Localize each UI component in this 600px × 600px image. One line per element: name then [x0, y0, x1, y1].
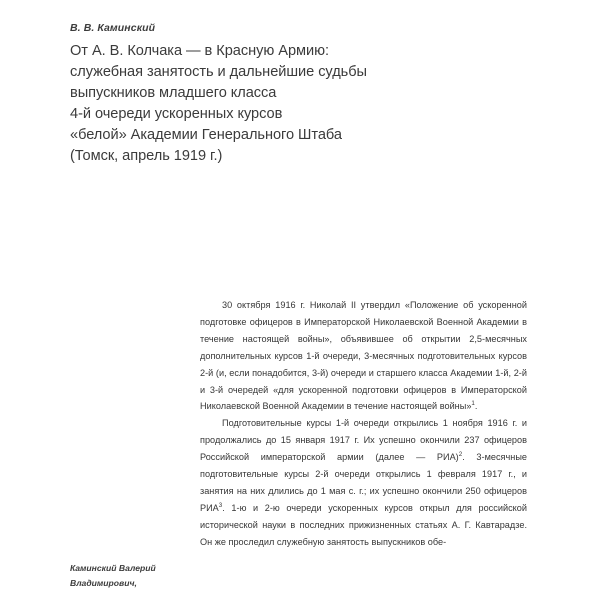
body-paragraph-2 [200, 415, 527, 550]
article-body-column [200, 297, 527, 551]
footnote-marker-2[interactable]: 2 [458, 451, 463, 459]
article-title-line-6: (Томск, апрель 1919 г.) [70, 148, 223, 164]
paragraph-2-segment-3: . 1-ю и 2-ю очереди ускоренных курсов открыл для российской исторической науки в последних прижизненных статьях А. Г. Кавтарадзе. Он же проследил служебную занятость выпускников обе- [200, 502, 527, 547]
footnote-marker-3[interactable]: 3 [218, 501, 223, 509]
author-bio-note [70, 561, 190, 590]
article-title-line-3: выпускников младшего класса [70, 85, 277, 101]
article-title-line-1: От А. В. Колчака — в Красную Армию: [70, 43, 329, 59]
paragraph-2-segment-2: . 3-месячные подготовительные курсы 2-й очереди открылись 1 февраля 1917 г., и занятия на них длились до 1 мая с. г.; их успешно окончили 250 офицеров РИА [200, 452, 528, 513]
paragraph-2-segment-1: Подготовительные курсы 1-й очереди открылись 1 ноября 1916 г. и продолжались до 15 января 1917 г. Их успешно окончили 237 офицеров Российской императорской армии (далее — РИА) [200, 418, 527, 463]
footnote-marker-1[interactable]: 1 [471, 400, 475, 408]
author-bio-line-1: Каминский Валерий [70, 563, 156, 573]
body-paragraph-1 [200, 297, 527, 415]
article-title-block [70, 41, 470, 167]
article-title-line-2: служебная занятость и дальнейшие судьбы [70, 64, 367, 80]
article-title-line-4: 4-й очереди ускоренных курсов [70, 106, 283, 122]
article-title-line-5: «белой» Академии Генерального Штаба [70, 127, 342, 143]
author-bio-line-2: Владимирович, [70, 577, 137, 588]
paragraph-1-tail: . [474, 401, 478, 412]
paragraph-1-text: 30 октября 1916 г. Николай II утвердил «Положение об ускоренной подготовке офицеров в Императорской Николаевской Военной Академии в течение настоящей войны», объявившее об открытии 2,5-месячных дополнительных курсов 1-й очереди, 3-месячных подготовительных курсов 2-й (и, если понадобится, 3-й) очереди и старшего класса Академии 1-й, 2-й и 3-й очередей «для ускоренной подготовки офицеров в Императорской Николаевской Военной Академии в течение настоящей войны» [200, 300, 527, 412]
article-byline-author: В. В. Каминский [70, 22, 156, 34]
